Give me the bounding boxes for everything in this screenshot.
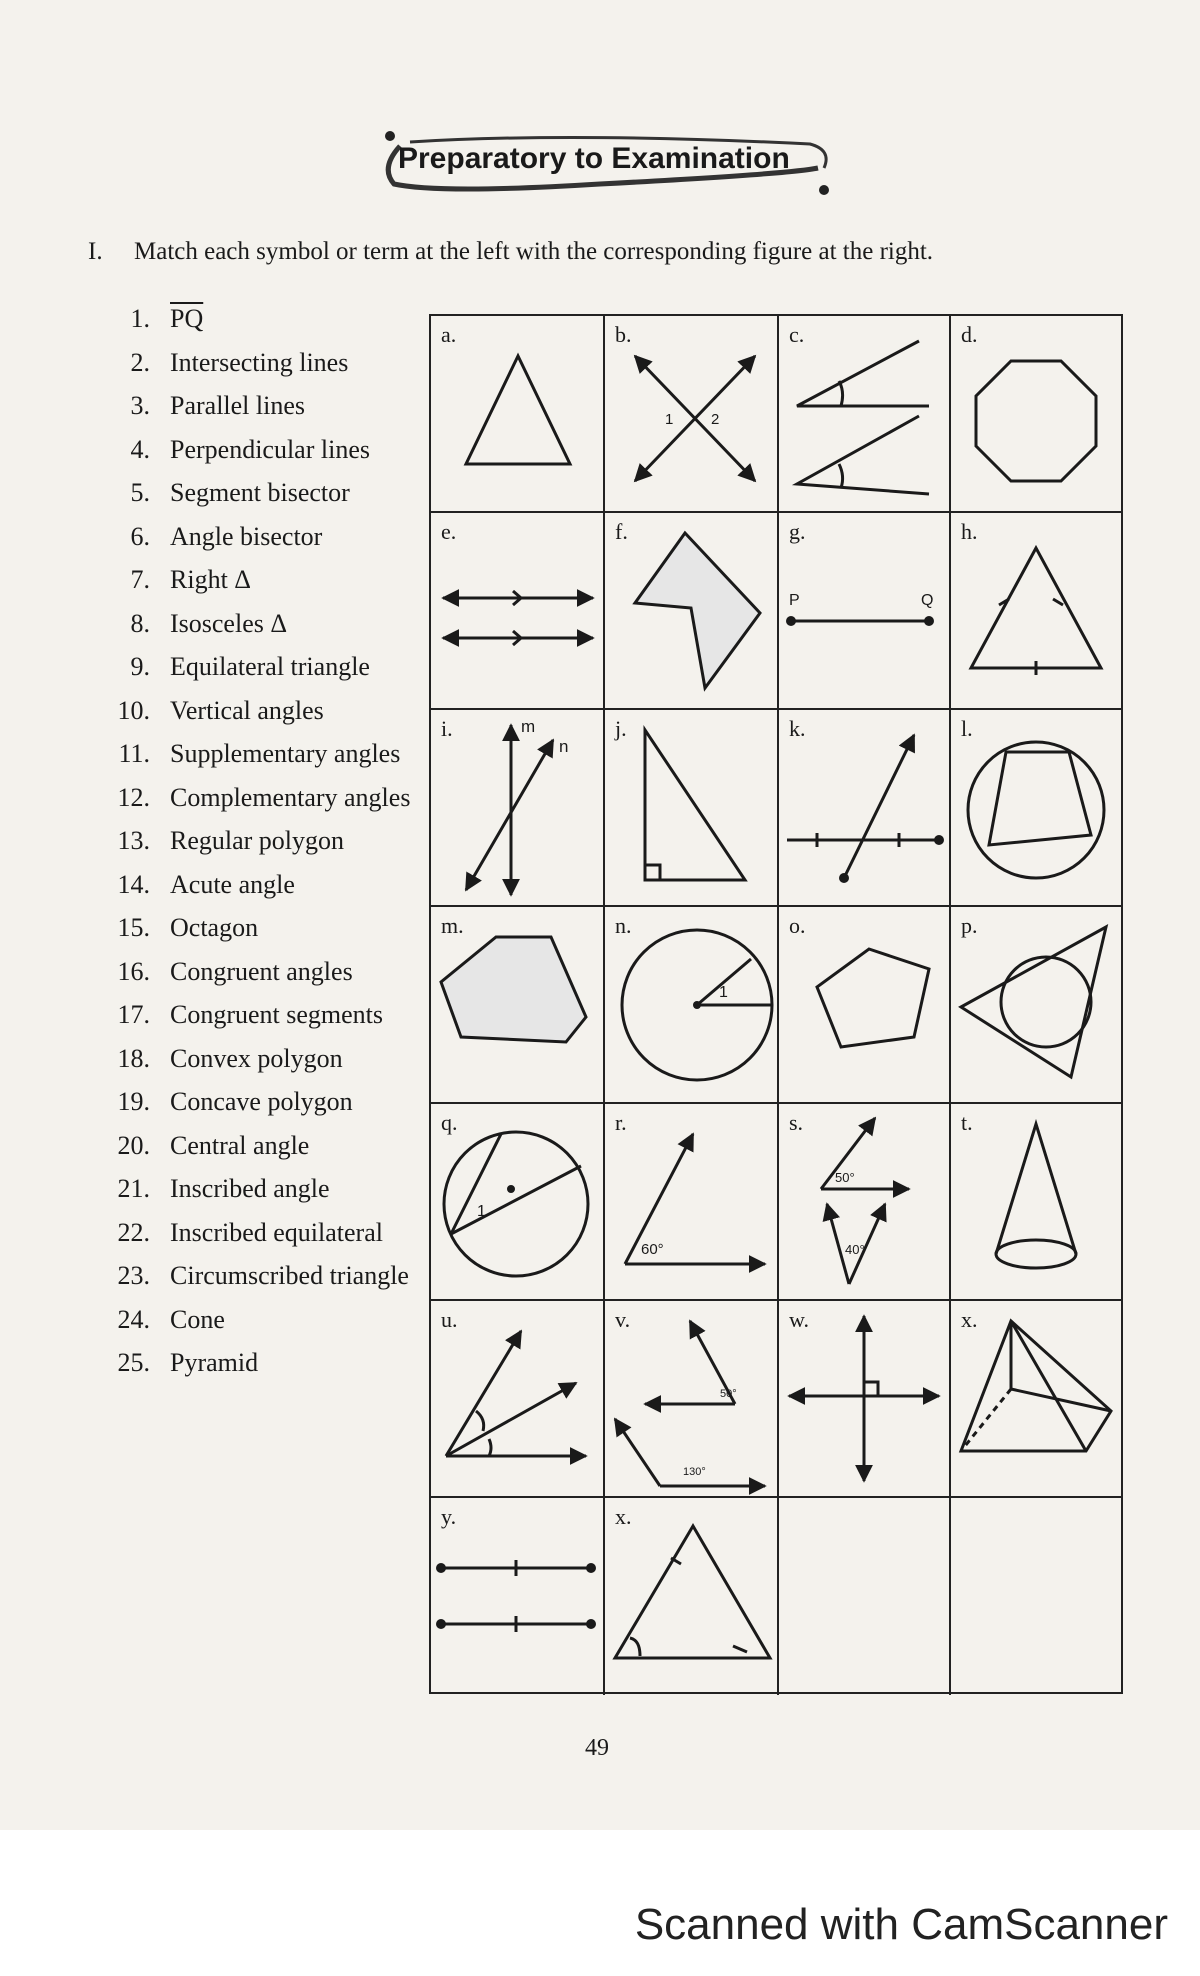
term-text: Convex polygon <box>170 1043 343 1073</box>
figure-label: w. <box>789 1307 809 1332</box>
term-item <box>90 389 430 422</box>
figure-cell-g <box>779 513 951 710</box>
figure-label: h. <box>961 519 978 544</box>
term-text: Perpendicular lines <box>170 434 370 464</box>
figure-label: b. <box>615 322 632 347</box>
figure-cell-l <box>951 710 1121 907</box>
term-number: 5. <box>130 478 150 507</box>
term-number: 21. <box>117 1174 150 1203</box>
term-item <box>90 563 430 596</box>
figure-cell-d <box>951 316 1121 513</box>
figure-grid <box>429 314 1123 1694</box>
term-number: 14. <box>117 869 150 899</box>
figure-label: j. <box>615 716 627 741</box>
figure-cell-a <box>431 316 605 513</box>
figure-cell-f <box>605 513 779 710</box>
term-text: Acute angle <box>170 869 295 899</box>
congruent-segments-icon <box>431 1498 605 1695</box>
svg-text:2: 2 <box>711 411 720 428</box>
term-item <box>90 346 430 379</box>
figure-cell-c <box>779 316 951 513</box>
term-number: 9. <box>130 652 150 681</box>
term-text: Equilateral triangle <box>170 652 370 681</box>
page-title: Preparatory to Examination <box>398 142 790 175</box>
term-number: 23. <box>117 1261 150 1290</box>
figure-cell-q <box>431 1104 605 1301</box>
figure-cell-i <box>431 710 605 907</box>
figure-label: p. <box>961 913 978 938</box>
figure-cell-k <box>779 710 951 907</box>
figure-label: x. <box>961 1307 978 1332</box>
term-text: Angle bisector <box>170 521 323 551</box>
inscribed-quadrilateral-icon <box>951 710 1121 907</box>
figure-label: k. <box>789 716 806 741</box>
term-number: 11. <box>118 739 150 768</box>
cone-icon <box>951 1104 1121 1301</box>
term-item <box>90 302 430 335</box>
figure-cell-x2 <box>605 1498 779 1695</box>
figure-cell-b <box>605 316 779 513</box>
figure-cell-u <box>431 1301 605 1498</box>
term-item <box>90 824 430 857</box>
term-text: Regular polygon <box>170 826 345 855</box>
term-text: Isosceles Δ <box>170 608 288 638</box>
term-text: Inscribed equilateral <box>170 1217 383 1247</box>
term-number: 13. <box>117 826 150 855</box>
term-number: 6. <box>130 521 150 551</box>
term-text: Intersecting lines <box>170 347 349 377</box>
figure-cell-j <box>605 710 779 907</box>
svg-text:Q: Q <box>921 592 934 609</box>
figure-label: t. <box>961 1110 973 1135</box>
svg-text:P: P <box>789 592 800 609</box>
term-text: Vertical angles <box>170 695 324 725</box>
intersecting-lines-mn-icon <box>431 710 605 907</box>
term-number: 2. <box>130 347 150 377</box>
figure-cell-w <box>779 1301 951 1498</box>
svg-text:60°: 60° <box>641 1241 664 1258</box>
figure-label: n. <box>615 913 632 938</box>
figure-label: l. <box>961 716 973 741</box>
term-number: 8. <box>130 608 150 638</box>
figure-label: i. <box>441 716 453 741</box>
svg-text:40°: 40° <box>845 1242 865 1257</box>
term-item <box>90 955 430 988</box>
empty-cell <box>951 1498 1121 1695</box>
term-item <box>90 520 430 553</box>
term-item <box>90 476 430 509</box>
instruction-text: Match each symbol or term at the left with the corresponding figure at the right. <box>134 238 934 265</box>
instruction-number: I. <box>88 238 103 265</box>
term-number: 15. <box>117 913 150 942</box>
term-text: Segment bisector <box>170 478 350 507</box>
figure-label: g. <box>789 519 806 544</box>
term-text: Congruent angles <box>170 956 353 986</box>
figure-cell-o <box>779 907 951 1104</box>
term-item <box>90 911 430 944</box>
parallel-lines-icon <box>431 513 605 710</box>
term-number: 22. <box>117 1217 150 1247</box>
term-number: 20. <box>117 1130 150 1160</box>
figure-label: c. <box>789 322 805 347</box>
term-text: Congruent segments <box>170 1000 384 1029</box>
figure-cell-m <box>431 907 605 1104</box>
term-item <box>90 1172 430 1205</box>
scanner-watermark: Scanned with CamScanner <box>634 1900 1168 1949</box>
svg-text:1: 1 <box>665 411 674 428</box>
right-triangle-icon <box>605 710 779 907</box>
figure-label: u. <box>441 1307 458 1332</box>
figure-label: f. <box>615 519 628 544</box>
empty-cell <box>779 1498 951 1695</box>
term-item <box>90 998 430 1031</box>
term-number: 4. <box>130 434 150 464</box>
term-text: Cone <box>170 1304 225 1334</box>
figure-cell-h <box>951 513 1121 710</box>
congruent-angles-icon <box>779 316 951 513</box>
term-number: 10. <box>117 695 150 725</box>
term-number: 3. <box>130 391 150 420</box>
term-item <box>90 737 430 770</box>
complementary-angles-icon <box>779 1104 951 1301</box>
figure-cell-y <box>431 1498 605 1695</box>
term-number: 1. <box>130 304 150 333</box>
term-text: Inscribed angle <box>170 1174 330 1203</box>
figure-cell-p <box>951 907 1121 1104</box>
term-item <box>90 607 430 640</box>
term-item <box>90 1259 430 1292</box>
term-number: 12. <box>117 782 150 812</box>
figure-label: v. <box>615 1307 631 1332</box>
term-number: 7. <box>130 565 150 594</box>
term-item <box>90 650 430 683</box>
figure-cell-s <box>779 1104 951 1301</box>
figure-cell-n <box>605 907 779 1104</box>
figure-cell-x <box>951 1301 1121 1498</box>
term-item <box>90 1042 430 1075</box>
term-text: Complementary angles <box>170 782 411 812</box>
term-item <box>90 1129 430 1162</box>
concave-polygon-icon <box>605 513 779 710</box>
term-item <box>90 868 430 901</box>
figure-label: a. <box>441 322 457 347</box>
term-text: Central angle <box>170 1130 310 1160</box>
svg-text:m: m <box>521 717 536 736</box>
term-number: 17. <box>117 1000 150 1029</box>
term-item <box>90 1216 430 1249</box>
term-item <box>90 781 430 814</box>
term-item <box>90 1303 430 1336</box>
term-text: $\overline{PQ}$ <box>170 304 204 333</box>
svg-text:50°: 50° <box>835 1170 855 1185</box>
term-item <box>90 1085 430 1118</box>
term-number: 16. <box>117 956 150 986</box>
terms-list <box>90 302 430 1390</box>
figure-label: m. <box>441 913 464 938</box>
term-text: Right Δ <box>170 565 252 594</box>
figure-label: s. <box>789 1110 804 1135</box>
term-text: Supplementary angles <box>170 739 401 768</box>
acute-angle-icon <box>605 1104 779 1301</box>
term-item <box>90 694 430 727</box>
figure-label: x. <box>615 1504 632 1529</box>
figure-label: y. <box>441 1504 457 1529</box>
svg-text:50°: 50° <box>720 1388 737 1400</box>
figure-cell-e <box>431 513 605 710</box>
svg-text:n: n <box>559 737 569 756</box>
term-number: 24. <box>117 1304 150 1334</box>
term-text: Concave polygon <box>170 1087 353 1116</box>
figure-cell-t <box>951 1104 1121 1301</box>
figure-label: o. <box>789 913 806 938</box>
svg-text:1: 1 <box>477 1203 486 1220</box>
svg-text:130°: 130° <box>683 1466 706 1478</box>
figure-label: q. <box>441 1110 458 1135</box>
term-item <box>90 433 430 466</box>
term-text: Parallel lines <box>170 391 306 420</box>
term-number: 19. <box>117 1087 150 1116</box>
figure-label: e. <box>441 519 457 544</box>
figure-label: d. <box>961 322 978 347</box>
figure-label: r. <box>615 1110 627 1135</box>
term-text: Octagon <box>170 913 259 942</box>
term-number: 25. <box>117 1348 150 1377</box>
figure-cell-v <box>605 1301 779 1498</box>
supplementary-angles-icon <box>605 1301 779 1498</box>
page-number: 49 <box>585 1735 609 1761</box>
figure-cell-r <box>605 1104 779 1301</box>
term-number: 18. <box>117 1043 150 1073</box>
triangle-icon <box>431 316 605 513</box>
term-item <box>90 1346 430 1379</box>
term-text: Circumscribed triangle <box>170 1261 409 1290</box>
term-text: Pyramid <box>170 1348 259 1377</box>
svg-text:1: 1 <box>719 984 728 1001</box>
